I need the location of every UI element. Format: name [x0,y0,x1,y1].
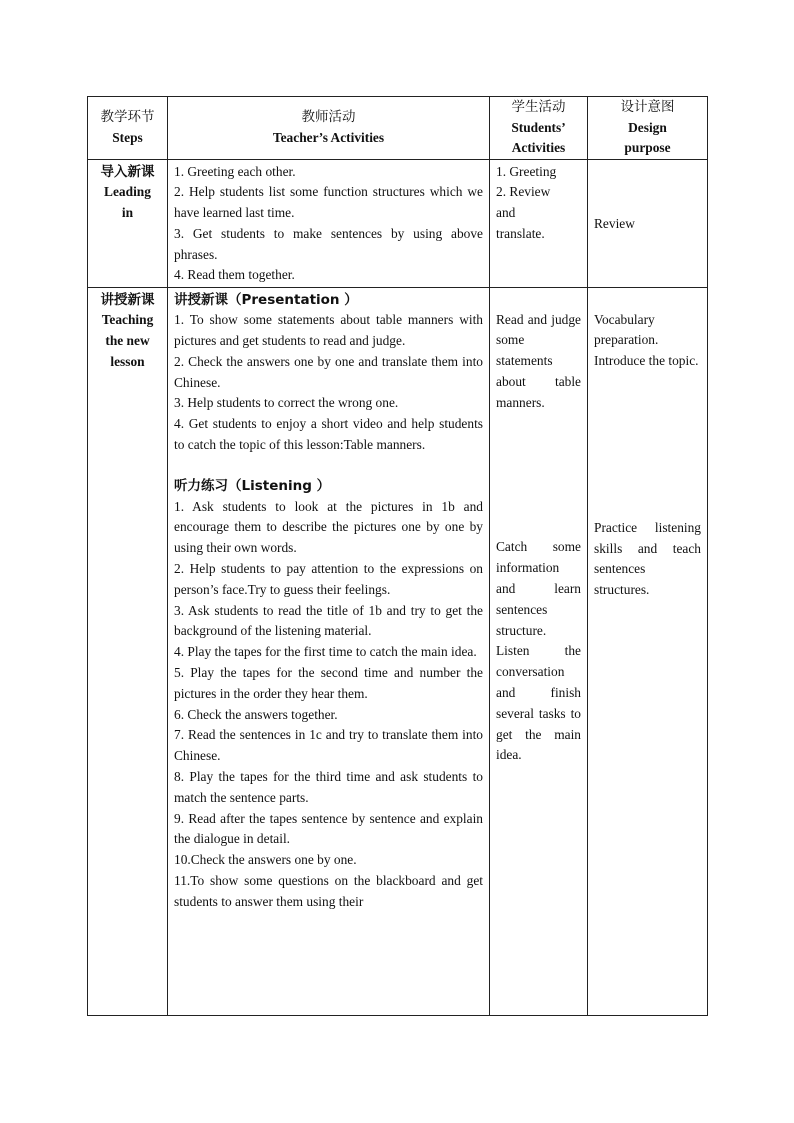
spacer [594,290,701,310]
header-purpose-en2: purpose [624,140,671,155]
presentation-teacher-item: 4. Get students to enjoy a short video and help students to catch the topic of this lesson:Table manners. [174,416,483,453]
listening-teacher-item: 4. Play the tapes for the first time to catch the main idea. [174,644,477,660]
teaching-step-en2: the new [105,333,150,349]
teaching-step-zh: 讲授新课 [100,291,155,308]
teaching-step-en3: lesson [110,353,145,369]
listening-teacher-item: 6. Check the answers together. [174,706,338,722]
leading-in-teacher-item: 4. Read them together. [174,267,295,283]
leading-in-students [490,159,588,287]
listening-teacher-item: 3. Ask students to read the title of 1b and try to get the background of the listening material. [174,602,483,639]
header-teacher-zh: 教师活动 [301,109,356,126]
teaching-purpose [588,287,708,1015]
header-students-zh: 学生活动 [511,99,566,115]
header-row [88,97,708,160]
presentation-purpose-text: Vocabulary preparation. [594,311,659,348]
listening-teacher-item: 11.To show some questions on the blackboard and get students to answer them using their [174,873,483,909]
presentation-students-text: Read and judge some statements about table manners. [496,311,581,410]
leading-in-teacher-item: 1. Greeting each other. [174,163,296,179]
listening-teacher-item: 2. Help students to pay attention to the expressions on person’s face.Try to guess their feelings. [174,561,483,597]
leading-in-purpose-text: Review [594,215,635,231]
leading-in-teacher-item: 3. Get students to make sentences by using above phrases. [174,225,483,262]
listening-teacher-item: 1. Ask students to look at the pictures in 1b and encourage them to describe the pictures one by one by using their own words. [174,498,483,556]
header-purpose-zh: 设计意图 [620,99,675,115]
leading-in-students-item: translate. [496,225,545,241]
spacer [496,413,581,537]
presentation-purpose-text: Introduce the topic. [594,353,699,369]
header-steps [88,97,168,160]
listening-purpose-text: Practice listening skills and teach sentences structures. [594,519,701,598]
teaching-step [88,287,168,1015]
header-steps-en: Steps [112,129,143,145]
teaching-step-en1: Teaching [101,312,154,328]
presentation-teacher-item: 3. Help students to correct the wrong one. [174,395,399,411]
listening-title: 听力练习（Listening ） [174,477,331,494]
teaching-teacher [168,287,490,1015]
spacer [496,290,581,310]
listening-teacher-item: 7. Read the sentences in 1c and try to translate them into Chinese. [174,727,483,764]
leading-in-step [88,159,168,287]
leading-in-row [88,159,708,287]
lesson-plan-table [87,96,708,1016]
presentation-title: 讲授新课（Presentation ） [174,291,358,308]
section-gap [174,456,483,476]
leading-in-step-en1: Leading [104,184,151,200]
header-teacher [168,97,490,160]
leading-in-step-en2: in [121,205,134,221]
listening-students-text: Listen the conversation and finish several tasks to get the main idea. [496,643,581,763]
leading-in-students-item: and [496,205,516,221]
spacer [594,372,701,518]
leading-in-teacher-item: 2. Help students list some function structures which we have learned last time. [174,184,483,221]
leading-in-students-item: 1. Greeting [496,163,557,179]
header-purpose [588,97,708,160]
header-students [490,97,588,160]
header-students-en2: Activities [511,140,566,155]
leading-in-students-item: 2. Review [496,184,551,200]
presentation-teacher-item: 2. Check the answers one by one and translate them into Chinese. [174,353,483,390]
header-students-en1: Students’ [511,119,566,135]
listening-teacher-item: 5. Play the tapes for the second time and number the pictures in the order they hear them. [174,665,483,701]
header-steps-zh: 教学环节 [100,109,155,126]
listening-teacher-item: 9. Read after the tapes sentence by sentence and explain the dialogue in detail. [174,810,483,847]
presentation-teacher-item: 1. To show some statements about table manners with pictures and get students to read and judge. [174,312,483,349]
teaching-students [490,287,588,1015]
leading-in-purpose [588,159,708,287]
listening-teacher-item: 8. Play the tapes for the third time and ask students to match the sentence parts. [174,769,483,805]
header-purpose-en1: Design [628,119,667,135]
header-teacher-en: Teacher’s Activities [272,129,385,145]
teaching-row [88,287,708,1015]
leading-in-step-zh: 导入新课 [100,163,155,180]
listening-students-text: Catch some information and learn sentences structure. [496,539,581,638]
listening-teacher-item: 10.Check the answers one by one. [174,852,357,868]
leading-in-teacher [168,159,490,287]
